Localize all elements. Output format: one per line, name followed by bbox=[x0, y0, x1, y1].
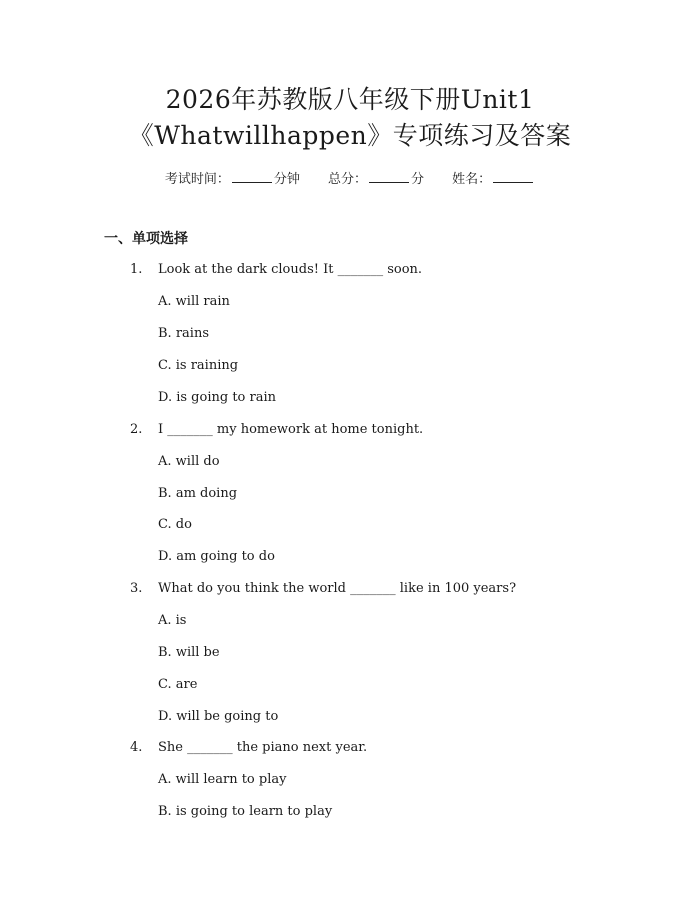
answer-option[interactable]: C. are bbox=[158, 677, 198, 692]
total-score-label: 总分： bbox=[327, 172, 367, 187]
document-title-line-2: 《Whatwillhappen》专项练习及答案 bbox=[128, 121, 572, 150]
answer-option[interactable]: B. is going to learn to play bbox=[158, 804, 333, 819]
exam-time-field bbox=[165, 168, 300, 190]
answer-option[interactable]: B. will be bbox=[158, 645, 220, 660]
document-title-line-1: 2026年苏教版八年级下册Unit1 bbox=[165, 85, 535, 114]
answer-option[interactable]: B. am doing bbox=[158, 486, 238, 501]
question-text: She _______ the piano next year. bbox=[158, 740, 368, 755]
question-text: What do you think the world _______ like in 100 years? bbox=[158, 581, 517, 596]
exam-info-row bbox=[0, 168, 700, 190]
answer-option[interactable]: D. will be going to bbox=[158, 709, 279, 724]
answer-option[interactable]: A. will do bbox=[158, 454, 220, 469]
answer-option[interactable]: C. is raining bbox=[158, 358, 239, 373]
exam-time-blank[interactable] bbox=[232, 168, 272, 183]
answer-option[interactable]: D. am going to do bbox=[158, 549, 275, 564]
question-number: 3. bbox=[130, 581, 143, 596]
answer-option[interactable]: C. do bbox=[158, 517, 192, 532]
question-text: Look at the dark clouds! It _______ soon. bbox=[158, 262, 423, 277]
student-name-blank[interactable] bbox=[493, 168, 533, 183]
total-score-field bbox=[328, 168, 424, 190]
total-score-blank[interactable] bbox=[369, 168, 409, 183]
total-score-unit: 分 bbox=[411, 172, 425, 187]
exam-time-label: 考试时间： bbox=[164, 172, 230, 187]
question-number: 1. bbox=[130, 262, 143, 277]
answer-option[interactable]: A. will rain bbox=[158, 294, 230, 309]
answer-option[interactable]: A. will learn to play bbox=[158, 772, 287, 787]
exam-time-unit: 分钟 bbox=[273, 172, 300, 187]
student-name-label: 姓名： bbox=[452, 172, 492, 187]
student-name-field bbox=[452, 168, 535, 190]
question-number: 4. bbox=[130, 740, 143, 755]
answer-option[interactable]: B. rains bbox=[158, 326, 209, 341]
answer-option[interactable]: D. is going to rain bbox=[158, 390, 276, 405]
question-text: I _______ my homework at home tonight. bbox=[158, 422, 424, 437]
answer-option[interactable]: A. is bbox=[158, 613, 187, 628]
section-heading: 一、单项选择 bbox=[104, 231, 188, 247]
question-number: 2. bbox=[130, 422, 143, 437]
